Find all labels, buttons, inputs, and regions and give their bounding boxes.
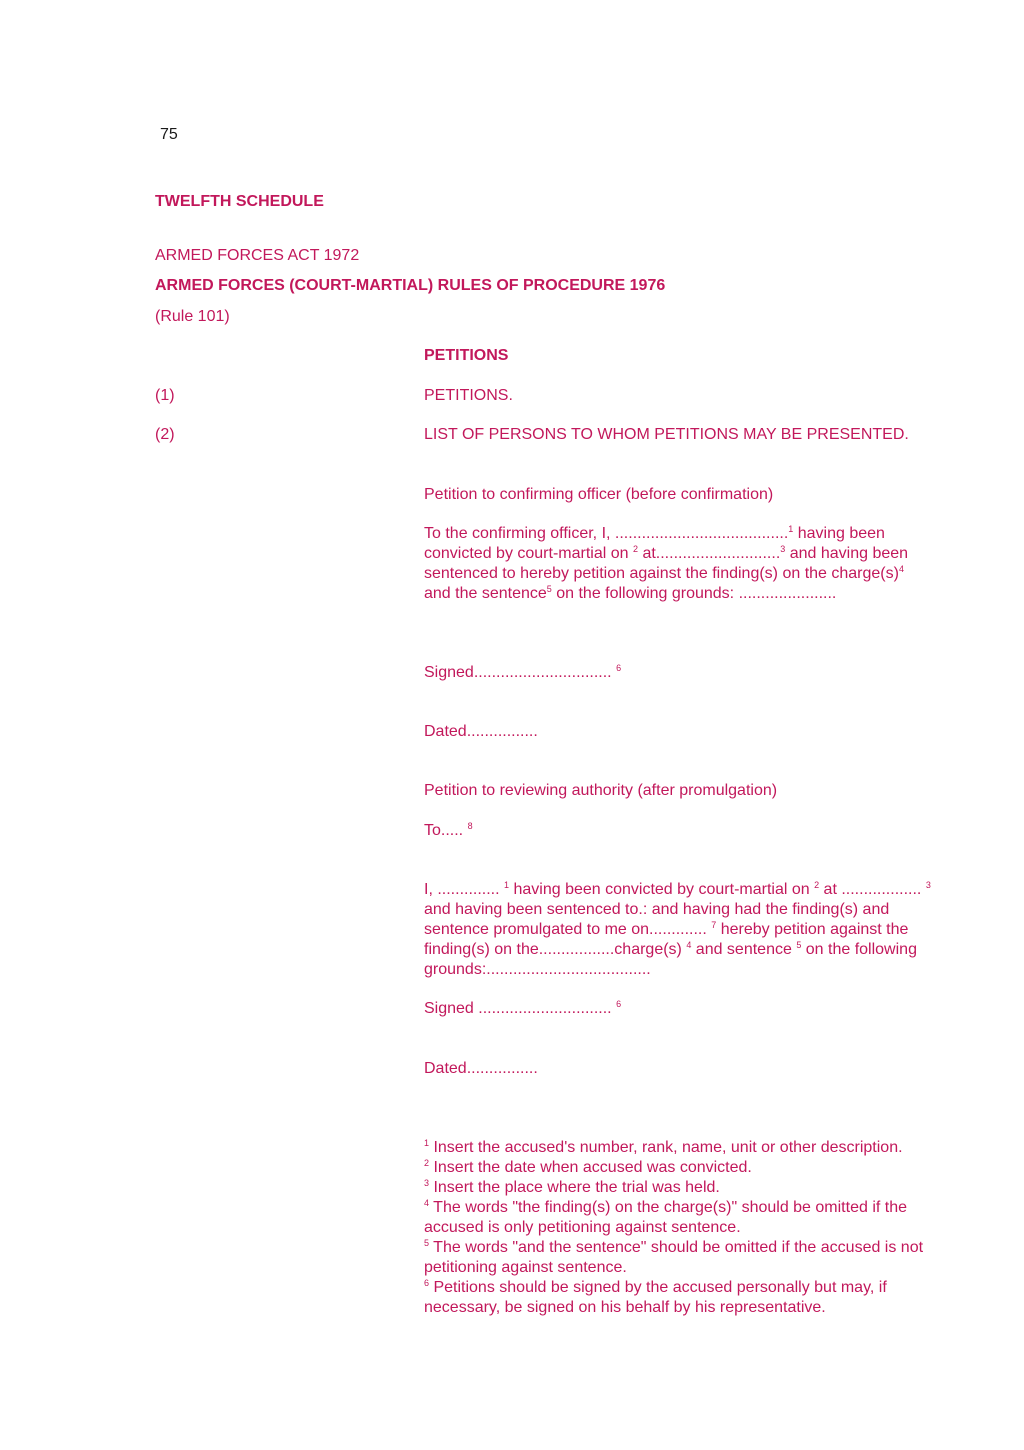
footnotes	[424, 1138, 984, 1318]
footnote-5-cont: petitioning against sentence.	[424, 1259, 627, 1276]
petition2-line-3: sentence promulgated to me on............. $^7$ hereby petition against the	[424, 920, 909, 938]
page-number: 75	[160, 126, 178, 143]
footnote-2: $^2$ Insert the date when accused was convicted.	[424, 1158, 752, 1176]
petition1-title: Petition to confirming officer (before confirmation)	[424, 486, 774, 503]
petition2-line-1: I, .............. $^1$ having been convicted by court-martial on $^2$ at .................. $^3$	[424, 880, 931, 898]
petition1-signed: Signed............................... $^6$	[424, 663, 622, 681]
petition2-signed: Signed .............................. $^6$	[424, 999, 622, 1017]
footnote-5: $^5$ The words "and the sentence" should be omitted if the accused is not	[424, 1238, 924, 1256]
petition1-body	[424, 524, 984, 604]
petition2-line-5: grounds:.....................................	[424, 961, 651, 978]
item-2-number: (2)	[155, 426, 175, 443]
schedule-title: TWELFTH SCHEDULE	[155, 193, 324, 210]
footnote-4-cont: accused is only petitioning against sentence.	[424, 1219, 741, 1236]
petition2-body	[424, 880, 984, 980]
petition2-line-4: finding(s) on the.................charge(s) $^4$ and sentence $^5$ on the following	[424, 940, 917, 958]
footnote-4: $^4$ The words "the finding(s) on the charge(s)" should be omitted if the	[424, 1198, 907, 1216]
rules-title: ARMED FORCES (COURT-MARTIAL) RULES OF PROCEDURE 1976	[155, 277, 666, 294]
petition1-line-2: convicted by court-martial on $^2$ at............................$^3$ and having been	[424, 544, 909, 562]
footnote-1: $^1$ Insert the accused's number, rank, name, unit or other description.	[424, 1138, 903, 1156]
petition1-dated: Dated................	[424, 723, 538, 740]
footnote-6-cont: necessary, be signed on his behalf by his representative.	[424, 1299, 826, 1316]
footnote-3: $^3$ Insert the place where the trial was held.	[424, 1178, 720, 1196]
item-1-number: (1)	[155, 387, 175, 404]
petition2-line-2: and having been sentenced to.: and having had the finding(s) and	[424, 901, 890, 918]
rule-reference: (Rule 101)	[155, 308, 230, 325]
petition2-to: To..... $^8$	[424, 821, 473, 839]
petition1-line-3: sentenced to hereby petition against the finding(s) on the $charge(s)^4$	[424, 564, 904, 582]
section-title: PETITIONS	[424, 347, 509, 364]
petition1-line-1: To the confirming officer, I, .......................................$^1$ having been	[424, 524, 885, 542]
petition2-dated: Dated................	[424, 1060, 538, 1077]
item-2-text: LIST OF PERSONS TO WHOM PETITIONS MAY BE PRESENTED.	[424, 426, 909, 443]
petition1-line-4: and the sentence$^5$ on the following grounds: ......................	[424, 584, 837, 602]
item-1-text: PETITIONS.	[424, 387, 513, 404]
footnote-6: $^6$ Petitions should be signed by the accused personally but may, if	[424, 1278, 887, 1296]
act-title: ARMED FORCES ACT 1972	[155, 247, 360, 264]
petition2-title: Petition to reviewing authority (after promulgation)	[424, 782, 778, 799]
